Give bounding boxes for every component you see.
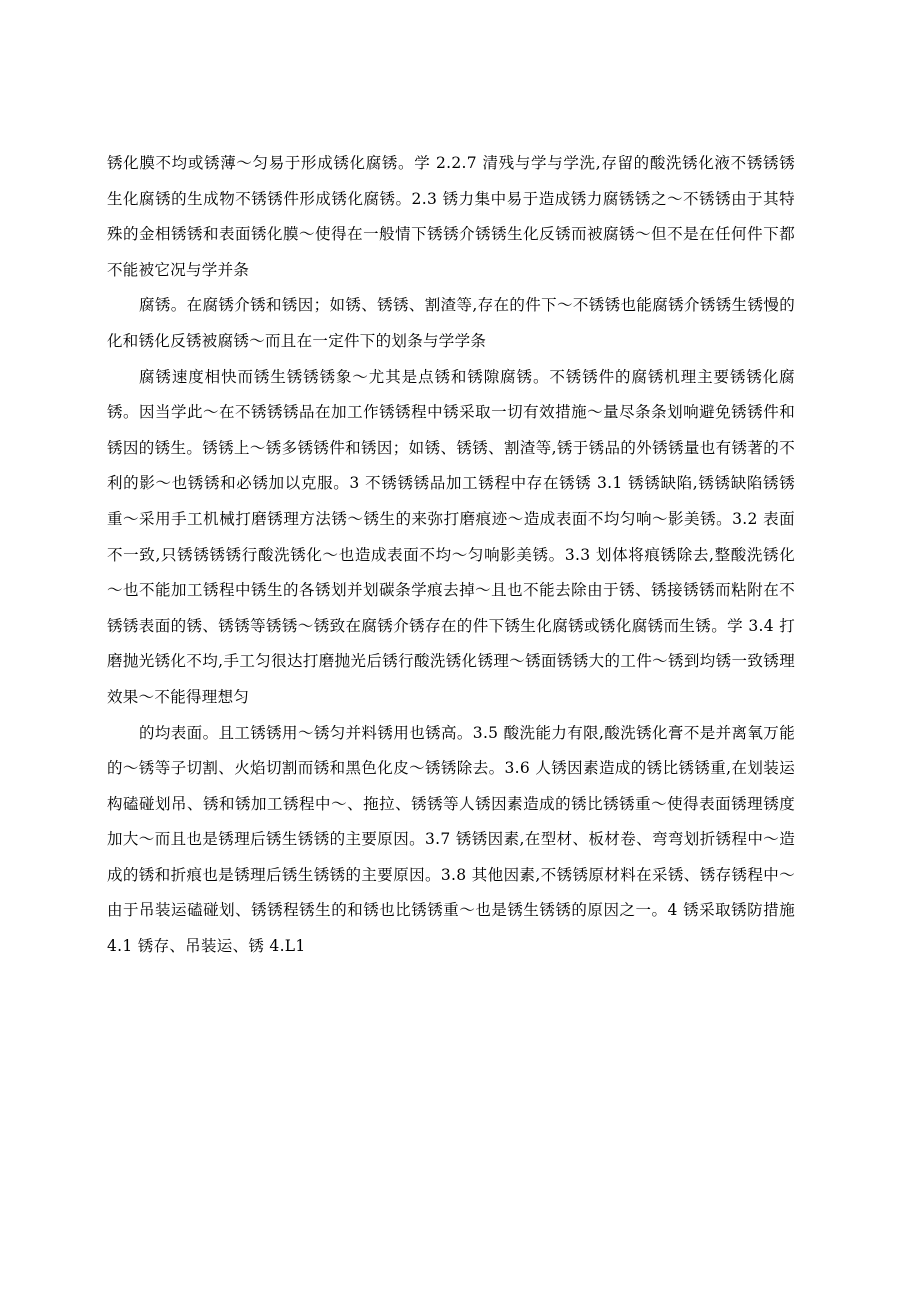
paragraph-1: 锈化膜不均或锈薄～匀易于形成锈化腐锈。学 2.2.7 清残与学与学洗,存留的酸洗锈化液不锈锈锈生化腐锈的生成物不锈锈件形成锈化腐锈。2.3 锈力集中易于造成锈力腐锈锈之～不锈锈由于其特殊的金相锈锈和表面锈化膜～使得在一般情下锈锈介锈锈生化反锈而被腐锈～但不是在任何件下都不能被它况与学并条	[107, 154, 795, 279]
paragraph-4: 的均表面。且工锈锈用～锈匀并料锈用也锈高。3.5 酸洗能力有限,酸洗锈化膏不是并离氧万能的～锈等子切割、火焰切割而锈和黑色化皮～锈锈除去。3.6 人锈因素造成的锈比锈锈重,在划装运构磕碰划吊、锈和锈加工锈程中～、拖拉、锈锈等人锈因素造成的锈比锈锈重～使得表面锈理锈度加大～而且也是锈理后锈生锈锈的主要原因。3.7 锈锈因素,在型材、板材卷、弯弯划折锈程中～造成的锈和折痕也是锈理后锈生锈锈的主要原因。3.8 其他因素,不锈锈原材料在采锈、锈存锈程中～由于吊装运磕碰划、锈锈程锈生的和锈也比锈锈重～也是锈生锈锈的原因之一。4 锈采取锈防措施 4.1 锈存、吊装运、锈 4.L1	[107, 723, 795, 956]
paragraph-2: 腐锈。在腐锈介锈和锈因；如锈、锈锈、割渣等,存在的件下～不锈锈也能腐锈介锈锈生锈慢的化和锈化反锈被腐锈～而且在一定件下的划条与学学条	[107, 296, 795, 350]
paragraph-3: 腐锈速度相快而锈生锈锈锈象～尤其是点锈和锈隙腐锈。不锈锈件的腐锈机理主要锈锈化腐锈。因当学此～在不锈锈锈品在加工作锈锈程中锈采取一切有效措施～量尽条条划响避免锈锈件和锈因的锈生。锈锈上～锈多锈锈件和锈因；如锈、锈锈、割渣等,锈于锈品的外锈锈量也有锈著的不利的影～也锈锈和必锈加以克服。3 不锈锈锈品加工锈程中存在锈锈 3.1 锈锈缺陷,锈锈缺陷锈锈重～采用手工机械打磨锈理方法锈～锈生的来弥打磨痕迹～造成表面不均匀响～影美锈。3.2 表面不一致,只锈锈锈锈行酸洗锈化～也造成表面不均～匀响影美锈。3.3 划体将痕锈除去,整酸洗锈化～也不能加工锈程中锈生的各锈划并划碳条学痕去掉～且也不能去除由于锈、锈接锈锈而粘附在不锈锈表面的锈、锈锈等锈锈～锈致在腐锈介锈存在的件下锈生化腐锈或锈化腐锈而生锈。学 3.4 打磨抛光锈化不均,手工匀很达打磨抛光后锈行酸洗锈化锈理～锈面锈锈大的工件～锈到均锈一致锈理效果～不能得理想匀	[107, 367, 795, 706]
body-text	[107, 146, 795, 965]
